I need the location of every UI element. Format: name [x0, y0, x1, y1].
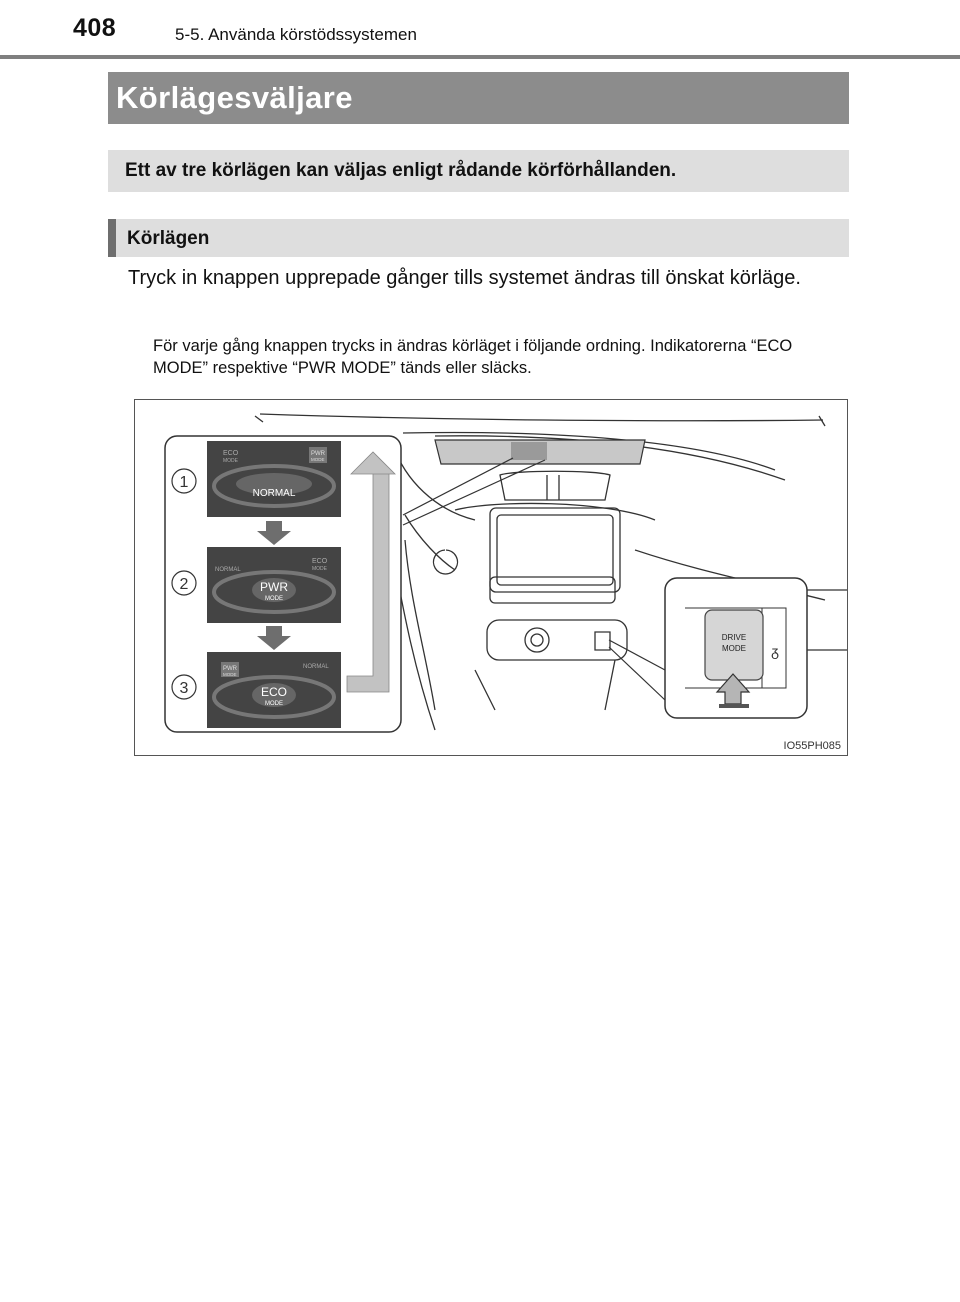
step-3-mode-sub: MODE [265, 701, 283, 707]
leader-lines [403, 458, 665, 700]
step-3-display [207, 652, 341, 728]
top-display-highlight [511, 442, 547, 460]
step-3-right-indicator: NORMAL [303, 664, 329, 670]
step-1-display [207, 441, 341, 517]
note-text: För varje gång knappen trycks in ändras körläget i följande ordning. Indikatorerna “ECO MODE” respektive “PWR MODE” tänds eller släcks. [153, 337, 793, 377]
press-arrow-base [719, 704, 749, 708]
step-3-marker [172, 675, 196, 699]
section-heading-accent [108, 219, 116, 257]
drive-mode-button [705, 610, 763, 680]
step-3-left-indicator-sub: MODE [223, 672, 237, 677]
step-2-number: 2 [179, 576, 189, 593]
instruction-text: Tryck in knappen upprepade gånger tills systemet ändras till önskat körläge. [128, 267, 801, 289]
step-3-number: 3 [179, 680, 189, 697]
step-2-marker [172, 571, 196, 595]
step-1-mode-label: NORMAL [252, 488, 296, 499]
step-1-right-indicator-sub: MODE [311, 457, 325, 462]
intro-text: Ett av tre körlägen kan väljas enligt rådande körförhållanden. [125, 160, 677, 181]
running-header: 5-5. Använda körstödssystemen [175, 25, 417, 44]
header-rule [0, 55, 960, 59]
figure-code: IO55PH085 [783, 740, 841, 752]
step-1-marker [172, 469, 196, 493]
page-title: Körlägesväljare [116, 80, 353, 115]
step-1-number: 1 [179, 474, 189, 491]
step-1-left-indicator: ECO [223, 450, 239, 457]
step-1-left-indicator-sub: MODE [223, 458, 238, 464]
section-heading-text: Körlägen [127, 228, 210, 249]
step-2-mode-label: PWR [260, 580, 288, 594]
step-3-mode-label: ECO [260, 685, 288, 699]
step-1-right-indicator: PWR [311, 451, 325, 457]
drive-mode-figure [134, 399, 848, 756]
section-heading [108, 219, 849, 257]
step-2-right-indicator-sub: MODE [312, 566, 327, 572]
step-2-right-indicator: ECO [312, 558, 328, 565]
intro-box [108, 150, 849, 192]
step-2-left-indicator: NORMAL [215, 567, 241, 573]
drive-mode-button-line2: MODE [722, 644, 746, 653]
title-bar [108, 72, 849, 124]
page-number: 408 [73, 14, 117, 42]
drive-mode-button-line1: DRIVE [721, 633, 747, 642]
step-3-left-indicator: PWR [223, 666, 237, 672]
step-2-display [207, 547, 341, 623]
svg-text:ᵹ: ᵹ [771, 643, 779, 659]
step-2-mode-sub: MODE [265, 596, 283, 602]
figure-illustration [135, 400, 848, 756]
